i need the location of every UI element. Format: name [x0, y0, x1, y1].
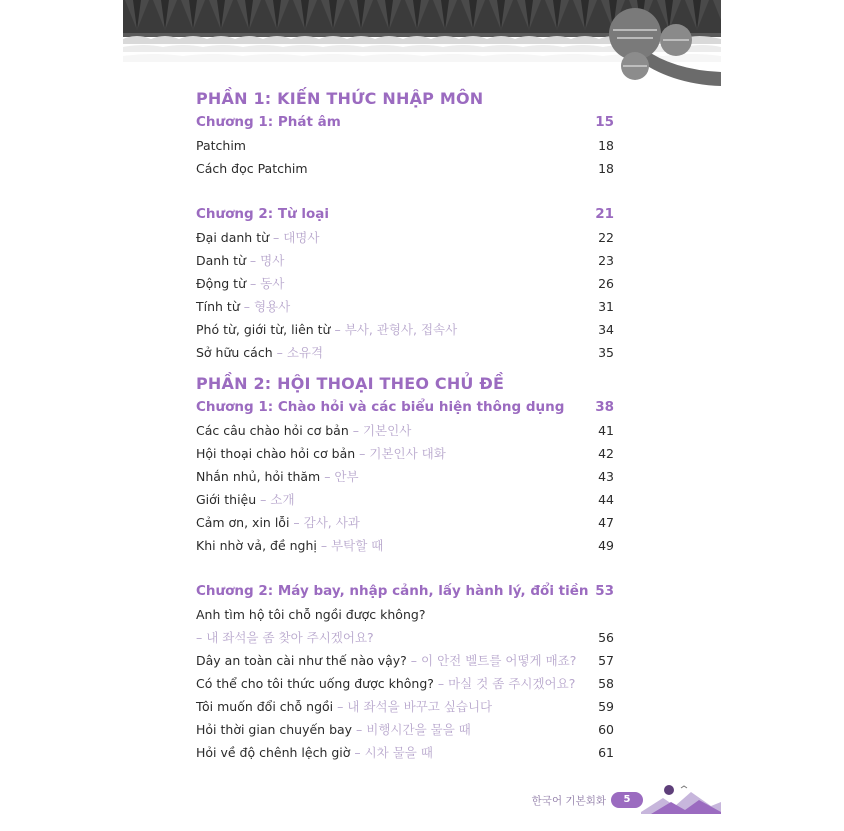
item-korean: 마실 것 좀 주시겠어요? [448, 676, 576, 691]
item-korean: 형용사 [253, 299, 291, 314]
item-title: Phó từ, giới từ, liên từ [196, 322, 331, 337]
item-title: Patchim [196, 138, 246, 153]
page-number: 15 [595, 114, 614, 130]
item-title: Anh tìm hộ tôi chỗ ngồi được không? [196, 607, 426, 622]
toc-item[interactable]: Tính từ – 형용사 31 [196, 295, 614, 318]
toc-item[interactable]: Khi nhờ vả, đề nghị – 부탁할 때 49 [196, 534, 614, 557]
chapter-row[interactable] [196, 396, 614, 419]
item-korean: 이 안전 벨트를 어떻게 매죠? [421, 653, 577, 668]
toc-item[interactable]: Giới thiệu – 소개 44 [196, 488, 614, 511]
page-number: 18 [598, 138, 614, 153]
toc-item[interactable] [196, 134, 614, 157]
toc-item[interactable]: – 내 좌석을 좀 찾아 주시겠어요? 56 [196, 626, 614, 649]
item-title: Tôi muốn đổi chỗ ngồi [196, 699, 334, 714]
roof-tile-pine-icon [123, 0, 721, 90]
toc-item[interactable]: Hỏi về độ chênh lệch giờ – 시차 물을 때 61 [196, 741, 614, 764]
page-number: 21 [595, 206, 614, 222]
item-title: Giới thiệu [196, 492, 257, 507]
item-korean: 동사 [260, 276, 285, 291]
chapter-title: Chương 1: Phát âm [196, 114, 341, 130]
item-korean: 내 좌석을 좀 찾아 주시겠어요? [206, 630, 374, 645]
item-korean: 감사, 사과 [303, 515, 360, 530]
toc-item[interactable]: Đại danh từ – 대명사 22 [196, 226, 614, 249]
item-korean: 부사, 관형사, 접속사 [344, 322, 458, 337]
page-number: 23 [598, 253, 614, 268]
part-title: PHẦN 1: KIẾN THỨC NHẬP MÔN [196, 89, 484, 108]
page-number: 58 [598, 676, 614, 691]
toc-item[interactable]: Nhắn nhủ, hỏi thăm – 안부 43 [196, 465, 614, 488]
item-title: Động từ [196, 276, 246, 291]
page-number: 60 [598, 722, 614, 737]
item-title: Hỏi về độ chênh lệch giờ [196, 745, 351, 760]
page-number: 31 [598, 299, 614, 314]
page-number: 22 [598, 230, 614, 245]
item-korean: 기본인사 대화 [369, 446, 446, 461]
item-title: Cảm ơn, xin lỗi [196, 515, 290, 530]
item-korean: 시차 물을 때 [364, 745, 433, 760]
chapter-title: Chương 2: Từ loại [196, 206, 330, 222]
toc-item[interactable]: Động từ – 동사 26 [196, 272, 614, 295]
mountain-sun-icon [641, 784, 721, 814]
page-number: 26 [598, 276, 614, 291]
item-title: Cách đọc Patchim [196, 161, 308, 176]
page-number: 59 [598, 699, 614, 714]
page-number: 18 [598, 161, 614, 176]
chapter-row[interactable] [196, 111, 614, 134]
part-title: PHẦN 2: HỘI THOẠI THEO CHỦ ĐỀ [196, 374, 505, 393]
page-number: 38 [595, 399, 614, 415]
toc-item[interactable]: Dây an toàn cài như thế nào vậy? – 이 안전 벨트를 어떻게 매죠? 57 [196, 649, 614, 672]
page-number: 49 [598, 538, 614, 553]
item-korean: 부탁할 때 [331, 538, 384, 553]
toc-item[interactable]: Sở hữu cách – 소유격 35 [196, 341, 614, 364]
toc-item[interactable]: Có thể cho tôi thức uống được không? – 마실 것 좀 주시겠어요? 58 [196, 672, 614, 695]
item-title: Danh từ [196, 253, 246, 268]
page-number: 56 [598, 630, 614, 645]
toc-item[interactable]: Phó từ, giới từ, liên từ – 부사, 관형사, 접속사 34 [196, 318, 614, 341]
item-korean: 기본인사 [362, 423, 412, 438]
page-number: 53 [595, 583, 614, 599]
toc-page [123, 0, 721, 831]
chapter-row[interactable] [196, 203, 614, 226]
page-footer [527, 784, 721, 814]
toc-item[interactable]: Tôi muốn đổi chỗ ngồi – 내 좌석을 바꾸고 싶습니다 59 [196, 695, 614, 718]
page-number: 57 [598, 653, 614, 668]
page-number: 61 [598, 745, 614, 760]
item-korean: 소유격 [286, 345, 324, 360]
table-of-contents [196, 87, 614, 764]
toc-item[interactable]: Hỏi thời gian chuyến bay – 비행시간을 물을 때 60 [196, 718, 614, 741]
page-number: 41 [598, 423, 614, 438]
toc-item[interactable]: Các câu chào hỏi cơ bản – 기본인사 41 [196, 419, 614, 442]
toc-item[interactable] [196, 603, 614, 626]
item-title: Dây an toàn cài như thế nào vậy? [196, 653, 407, 668]
page-number: 43 [598, 469, 614, 484]
item-korean: 대명사 [283, 230, 320, 245]
page-number: 44 [598, 492, 614, 507]
footer-label: 한국어 기본회화 [531, 795, 606, 807]
item-title: Có thể cho tôi thức uống được không? [196, 676, 434, 691]
item-korean: 명사 [260, 253, 285, 268]
toc-item[interactable] [196, 157, 614, 180]
toc-item[interactable]: Cảm ơn, xin lỗi – 감사, 사과 47 [196, 511, 614, 534]
chapter-row[interactable] [196, 580, 614, 603]
item-title: Khi nhờ vả, đề nghị [196, 538, 317, 553]
item-title: Hội thoại chào hỏi cơ bản [196, 446, 356, 461]
item-title: Nhắn nhủ, hỏi thăm [196, 469, 321, 484]
item-title: Đại danh từ [196, 230, 270, 245]
item-korean: 비행시간을 물을 때 [366, 722, 471, 737]
item-korean: 소개 [270, 492, 295, 507]
page-number: 42 [598, 446, 614, 461]
item-title: Các câu chào hỏi cơ bản [196, 423, 349, 438]
chapter-title: Chương 1: Chào hỏi và các biểu hiện thông dụng [196, 399, 565, 415]
item-korean: 안부 [334, 469, 359, 484]
item-title: Tính từ [196, 299, 240, 314]
item-korean: 내 좌석을 바꾸고 싶습니다 [347, 699, 493, 714]
toc-item[interactable]: Danh từ – 명사 23 [196, 249, 614, 272]
page-number-badge: 5 [611, 792, 643, 808]
toc-item[interactable]: Hội thoại chào hỏi cơ bản – 기본인사 대화 42 [196, 442, 614, 465]
page-number: 35 [598, 345, 614, 360]
page-number: 34 [598, 322, 614, 337]
chapter-title: Chương 2: Máy bay, nhập cảnh, lấy hành lý, đổi tiền [196, 583, 589, 599]
item-title: Sở hữu cách [196, 345, 273, 360]
item-title: Hỏi thời gian chuyến bay [196, 722, 353, 737]
page-number: 47 [598, 515, 614, 530]
